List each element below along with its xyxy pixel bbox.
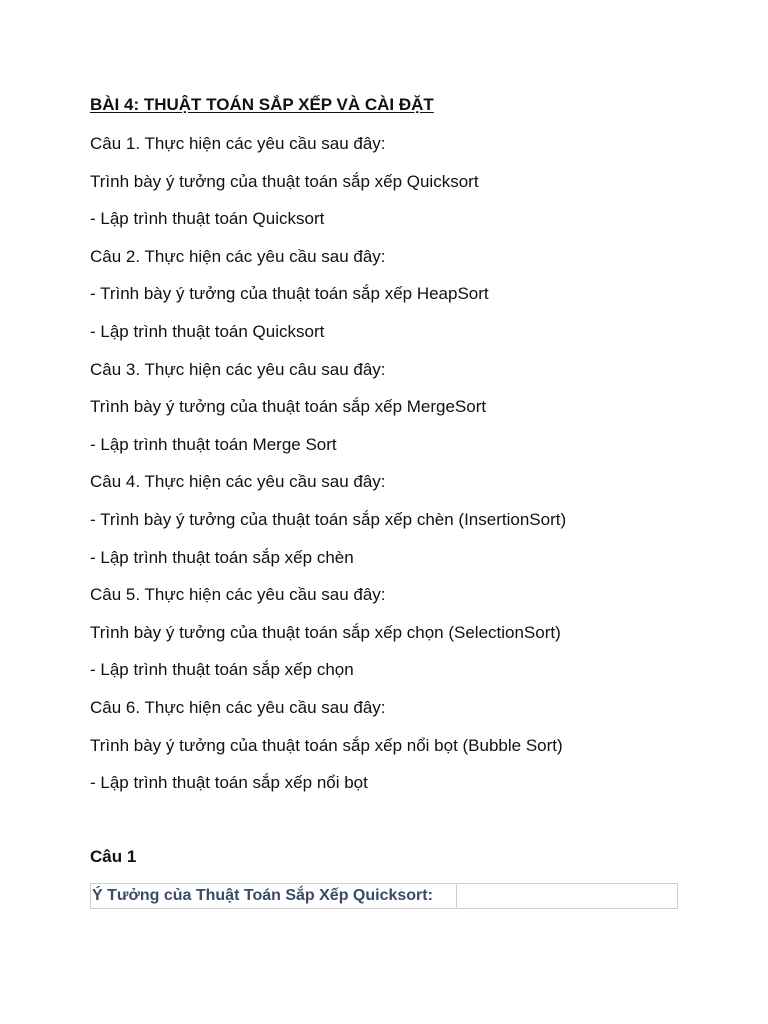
exercise-line: Câu 4. Thực hiện các yêu cầu sau đây: xyxy=(90,472,386,492)
exercise-line: - Lập trình thuật toán sắp xếp nổi bọt xyxy=(90,773,368,793)
exercise-line: Câu 2. Thực hiện các yêu cầu sau đây: xyxy=(90,246,386,266)
exercise-list xyxy=(90,132,566,809)
exercise-line: Câu 6. Thực hiện các yêu cầu sau đây: xyxy=(90,697,386,717)
exercise-line: Câu 3. Thực hiện các yêu câu sau đây: xyxy=(90,359,386,379)
exercise-line: - Lập trình thuật toán sắp xếp chèn xyxy=(90,547,354,567)
exercise-line: Câu 5. Thực hiện các yêu cầu sau đây: xyxy=(90,585,386,605)
exercise-line: Câu 1. Thực hiện các yêu cầu sau đây: xyxy=(90,134,386,153)
exercise-line: - Trình bày ý tưởng của thuật toán sắp xếp chèn (InsertionSort) xyxy=(90,509,567,529)
exercise-line: - Lập trình thuật toán sắp xếp chọn xyxy=(90,660,354,680)
document-title: BÀI 4: THUẬT TOÁN SẮP XẾP VÀ CÀI ĐẶT xyxy=(90,95,434,114)
exercise-line: Trình bày ý tưởng của thuật toán sắp xếp Quicksort xyxy=(90,171,479,191)
exercise-line: - Lập trình thuật toán Merge Sort xyxy=(90,434,337,454)
table-header-cell: Ý Tưởng của Thuật Toán Sắp Xếp Quicksort: xyxy=(91,884,457,908)
exercise-line: - Trình bày ý tưởng của thuật toán sắp xếp HeapSort xyxy=(90,284,489,304)
table-empty-cell xyxy=(457,884,677,908)
exercise-line: Trình bày ý tưởng của thuật toán sắp xếp nổi bọt (Bubble Sort) xyxy=(90,735,563,755)
exercise-line: Trình bày ý tưởng của thuật toán sắp xếp MergeSort xyxy=(90,397,487,417)
exercise-line: - Lập trình thuật toán Quicksort xyxy=(90,321,325,341)
section-heading: Câu 1 xyxy=(90,847,137,866)
idea-table xyxy=(90,883,678,909)
exercise-line: Trình bày ý tưởng của thuật toán sắp xếp chọn (SelectionSort) xyxy=(90,622,561,642)
exercise-line: - Lập trình thuật toán Quicksort xyxy=(90,209,325,229)
